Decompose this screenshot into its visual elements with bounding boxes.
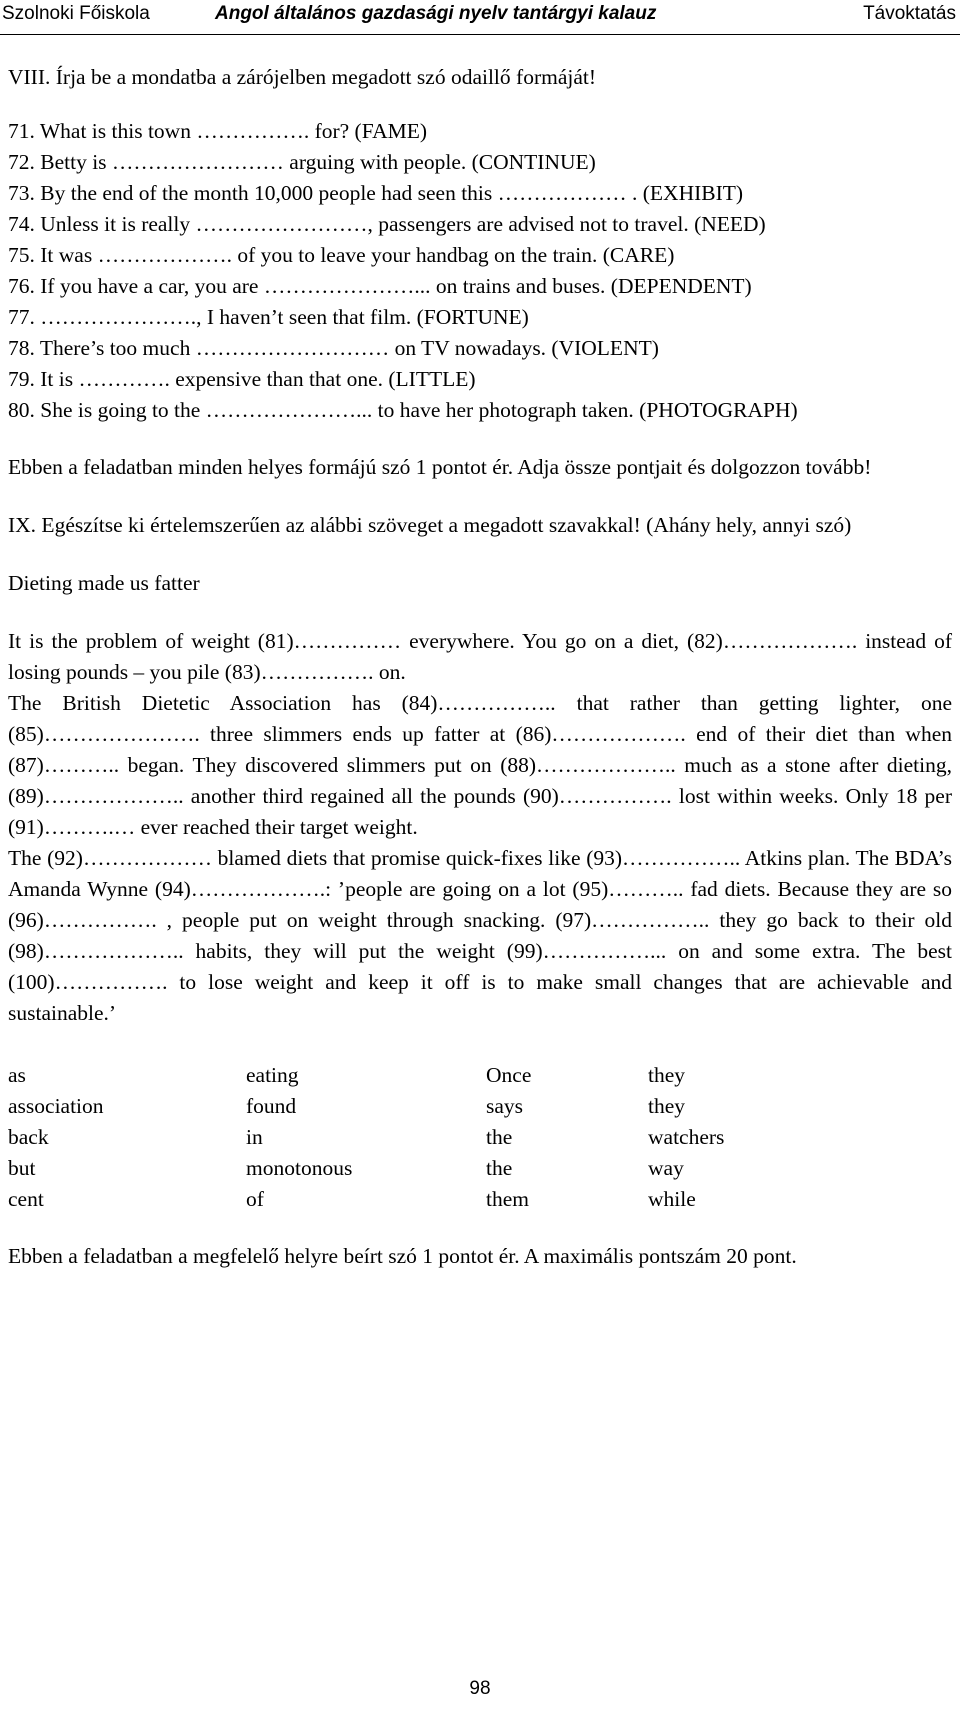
text-paragraph-2: The British Dietetic Association has (84)…………….. that rather than getting lighter, one (85)…………………. three slimmers ends up fatter at (86)………………. end of their diet than when (87)……….. began. They discovered slimmers put on (88)……………….. much as a stone after dieting, (89)……………….. another third regained all the pounds (90)……………. lost within weeks. Only 18 per (91)……….… ever reached their target weight.	[8, 691, 952, 839]
word-bank-word: eating	[246, 1063, 299, 1087]
section-8-items	[8, 116, 952, 426]
text-paragraph-1: It is the problem of weight (81)…………… everywhere. You go on a diet, (82)………………. instead of losing pounds – you pile (83)……………. on.	[8, 629, 952, 684]
exercise-item: 80. She is going to the …………………... to have her photograph taken. (PHOTOGRAPH)	[8, 398, 798, 422]
section-8-scoring-note: Ebben a feladatban minden helyes formájú szó 1 pontot ér. Adja össze pontjait és dolgozzon tovább!	[8, 455, 872, 479]
page-number: 98	[469, 1678, 491, 1699]
word-bank-word: found	[246, 1094, 297, 1118]
word-bank	[8, 1060, 952, 1215]
word-bank-word: association	[8, 1094, 104, 1118]
exercise-item: 79. It is …………. expensive than that one. (LITTLE)	[8, 367, 476, 391]
word-bank-word: while	[648, 1187, 696, 1211]
word-bank-word: monotonous	[246, 1156, 353, 1180]
text-title: Dieting made us fatter	[8, 571, 200, 595]
word-bank-word: as	[8, 1063, 26, 1087]
exercise-item: 72. Betty is …………………… arguing with people. (CONTINUE)	[8, 150, 596, 174]
header-course-title: Angol általános gazdasági nyelv tantárgyi kalauz	[215, 3, 657, 24]
section-9-scoring-note: Ebben a feladatban a megfelelő helyre beírt szó 1 pontot ér. A maximális pontszám 20 pont.	[8, 1244, 797, 1268]
word-bank-word: they	[648, 1094, 686, 1118]
text-paragraph-3: The (92)……………… blamed diets that promise quick-fixes like (93)…………….. Atkins plan. The BDA’s Amanda Wynne (94)……………….: ’people are going on a lot (95)……….. fad diets. Because they are so (96)……………. , people put on weight through snacking. (97)…………….. they go back to their old (98)……………….. habits, they will put the weight (99)……………... on and some extra. The best (100)……………. to lose weight and keep it off is to make small changes that are achievable and sustainable.’	[8, 846, 952, 1025]
exercise-item: 71. What is this town ……………. for? (FAME)	[8, 119, 428, 143]
header-school: Szolnoki Főiskola	[2, 3, 150, 24]
section-9-title: IX. Egészítse ki értelemszerűen az alábbi szöveget a megadott szavakkal! (Ahány hely, annyi szó)	[8, 513, 852, 537]
word-bank-word: the	[486, 1156, 513, 1180]
word-bank-word: them	[486, 1187, 529, 1211]
word-bank-column	[486, 1060, 531, 1215]
word-bank-word: Once	[486, 1063, 532, 1087]
page-header	[0, 0, 960, 35]
word-bank-word: back	[8, 1125, 49, 1149]
section-8-title: VIII. Írja be a mondatba a zárójelben megadott szó odaillő formáját!	[8, 65, 597, 89]
word-bank-word: but	[8, 1156, 36, 1180]
word-bank-word: they	[648, 1063, 686, 1087]
exercise-item: 75. It was ………………. of you to leave your handbag on the train. (CARE)	[8, 243, 675, 267]
word-bank-word: in	[246, 1125, 263, 1149]
exercise-item: 73. By the end of the month 10,000 people had seen this ……………… . (EXHIBIT)	[8, 181, 744, 205]
word-bank-word: cent	[8, 1187, 44, 1211]
exercise-item: 74. Unless it is really ……………………, passengers are advised not to travel. (NEED)	[8, 212, 766, 236]
word-bank-column	[8, 1060, 104, 1215]
word-bank-column	[648, 1060, 724, 1215]
word-bank-word: way	[648, 1156, 684, 1180]
exercise-item: 77. …………………., I haven’t seen that film. (FORTUNE)	[8, 305, 529, 329]
word-bank-word: says	[486, 1094, 524, 1118]
word-bank-word: the	[486, 1125, 513, 1149]
document-body	[8, 62, 952, 1272]
word-bank-word: of	[246, 1187, 264, 1211]
word-bank-word: watchers	[648, 1125, 725, 1149]
exercise-item: 76. If you have a car, you are …………………... on trains and buses. (DEPENDENT)	[8, 274, 752, 298]
exercise-item: 78. There’s too much ……………………… on TV nowadays. (VIOLENT)	[8, 336, 659, 360]
word-bank-column	[246, 1060, 352, 1215]
header-distance-learning: Távoktatás	[863, 3, 956, 24]
